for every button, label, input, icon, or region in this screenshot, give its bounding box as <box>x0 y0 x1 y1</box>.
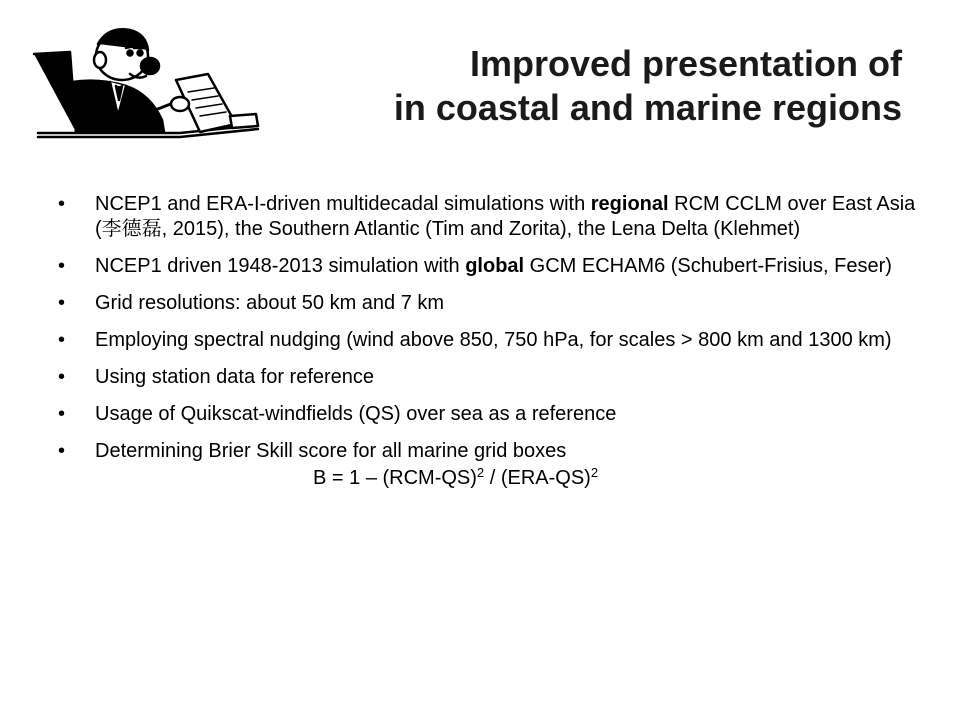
title-line-2: in coastal and marine regions <box>393 87 902 128</box>
slide-title <box>262 42 902 130</box>
brier-skill-formula: $B = 1 - (RCM-QS)^2 / (ERA-QS)^2$ <box>313 465 599 489</box>
bullet-item: • Employing spectral nudging (wind above 850, 750 hPa, for scales > 800 km and 1300 km) <box>58 328 918 353</box>
bullet-list <box>58 192 918 503</box>
bullet-item: • Using station data for reference <box>58 365 918 390</box>
bold-keyword: regional <box>590 193 669 215</box>
bullet-item: • Usage of Quikscat-windfields (QS) over sea as a reference <box>58 402 918 427</box>
bullet-item: • Determining Brier Skill score for all marine grid boxes $B = 1 - (RCM-QS)^2 / (ERA-QS)^2$ <box>58 439 918 491</box>
bold-keyword: global <box>465 255 525 277</box>
bullet-item: • NCEP1 driven 1948-2013 simulation with global GCM ECHAM6 (Schubert-Frisius, Feser) <box>58 254 918 279</box>
bullet-item: • NCEP1 and ERA-I-driven multidecadal simulations with regional RCM CCLM over East Asia (李德磊, 2015), the Southern Atlantic (Tim and Zorita), the Lena Delta (Klehmet) <box>58 192 918 242</box>
bullet-item: • Grid resolutions: about 50 km and 7 km <box>58 291 918 316</box>
cartoon-reader-illustration <box>30 20 265 150</box>
title-line-1: Improved presentation of <box>469 43 902 84</box>
